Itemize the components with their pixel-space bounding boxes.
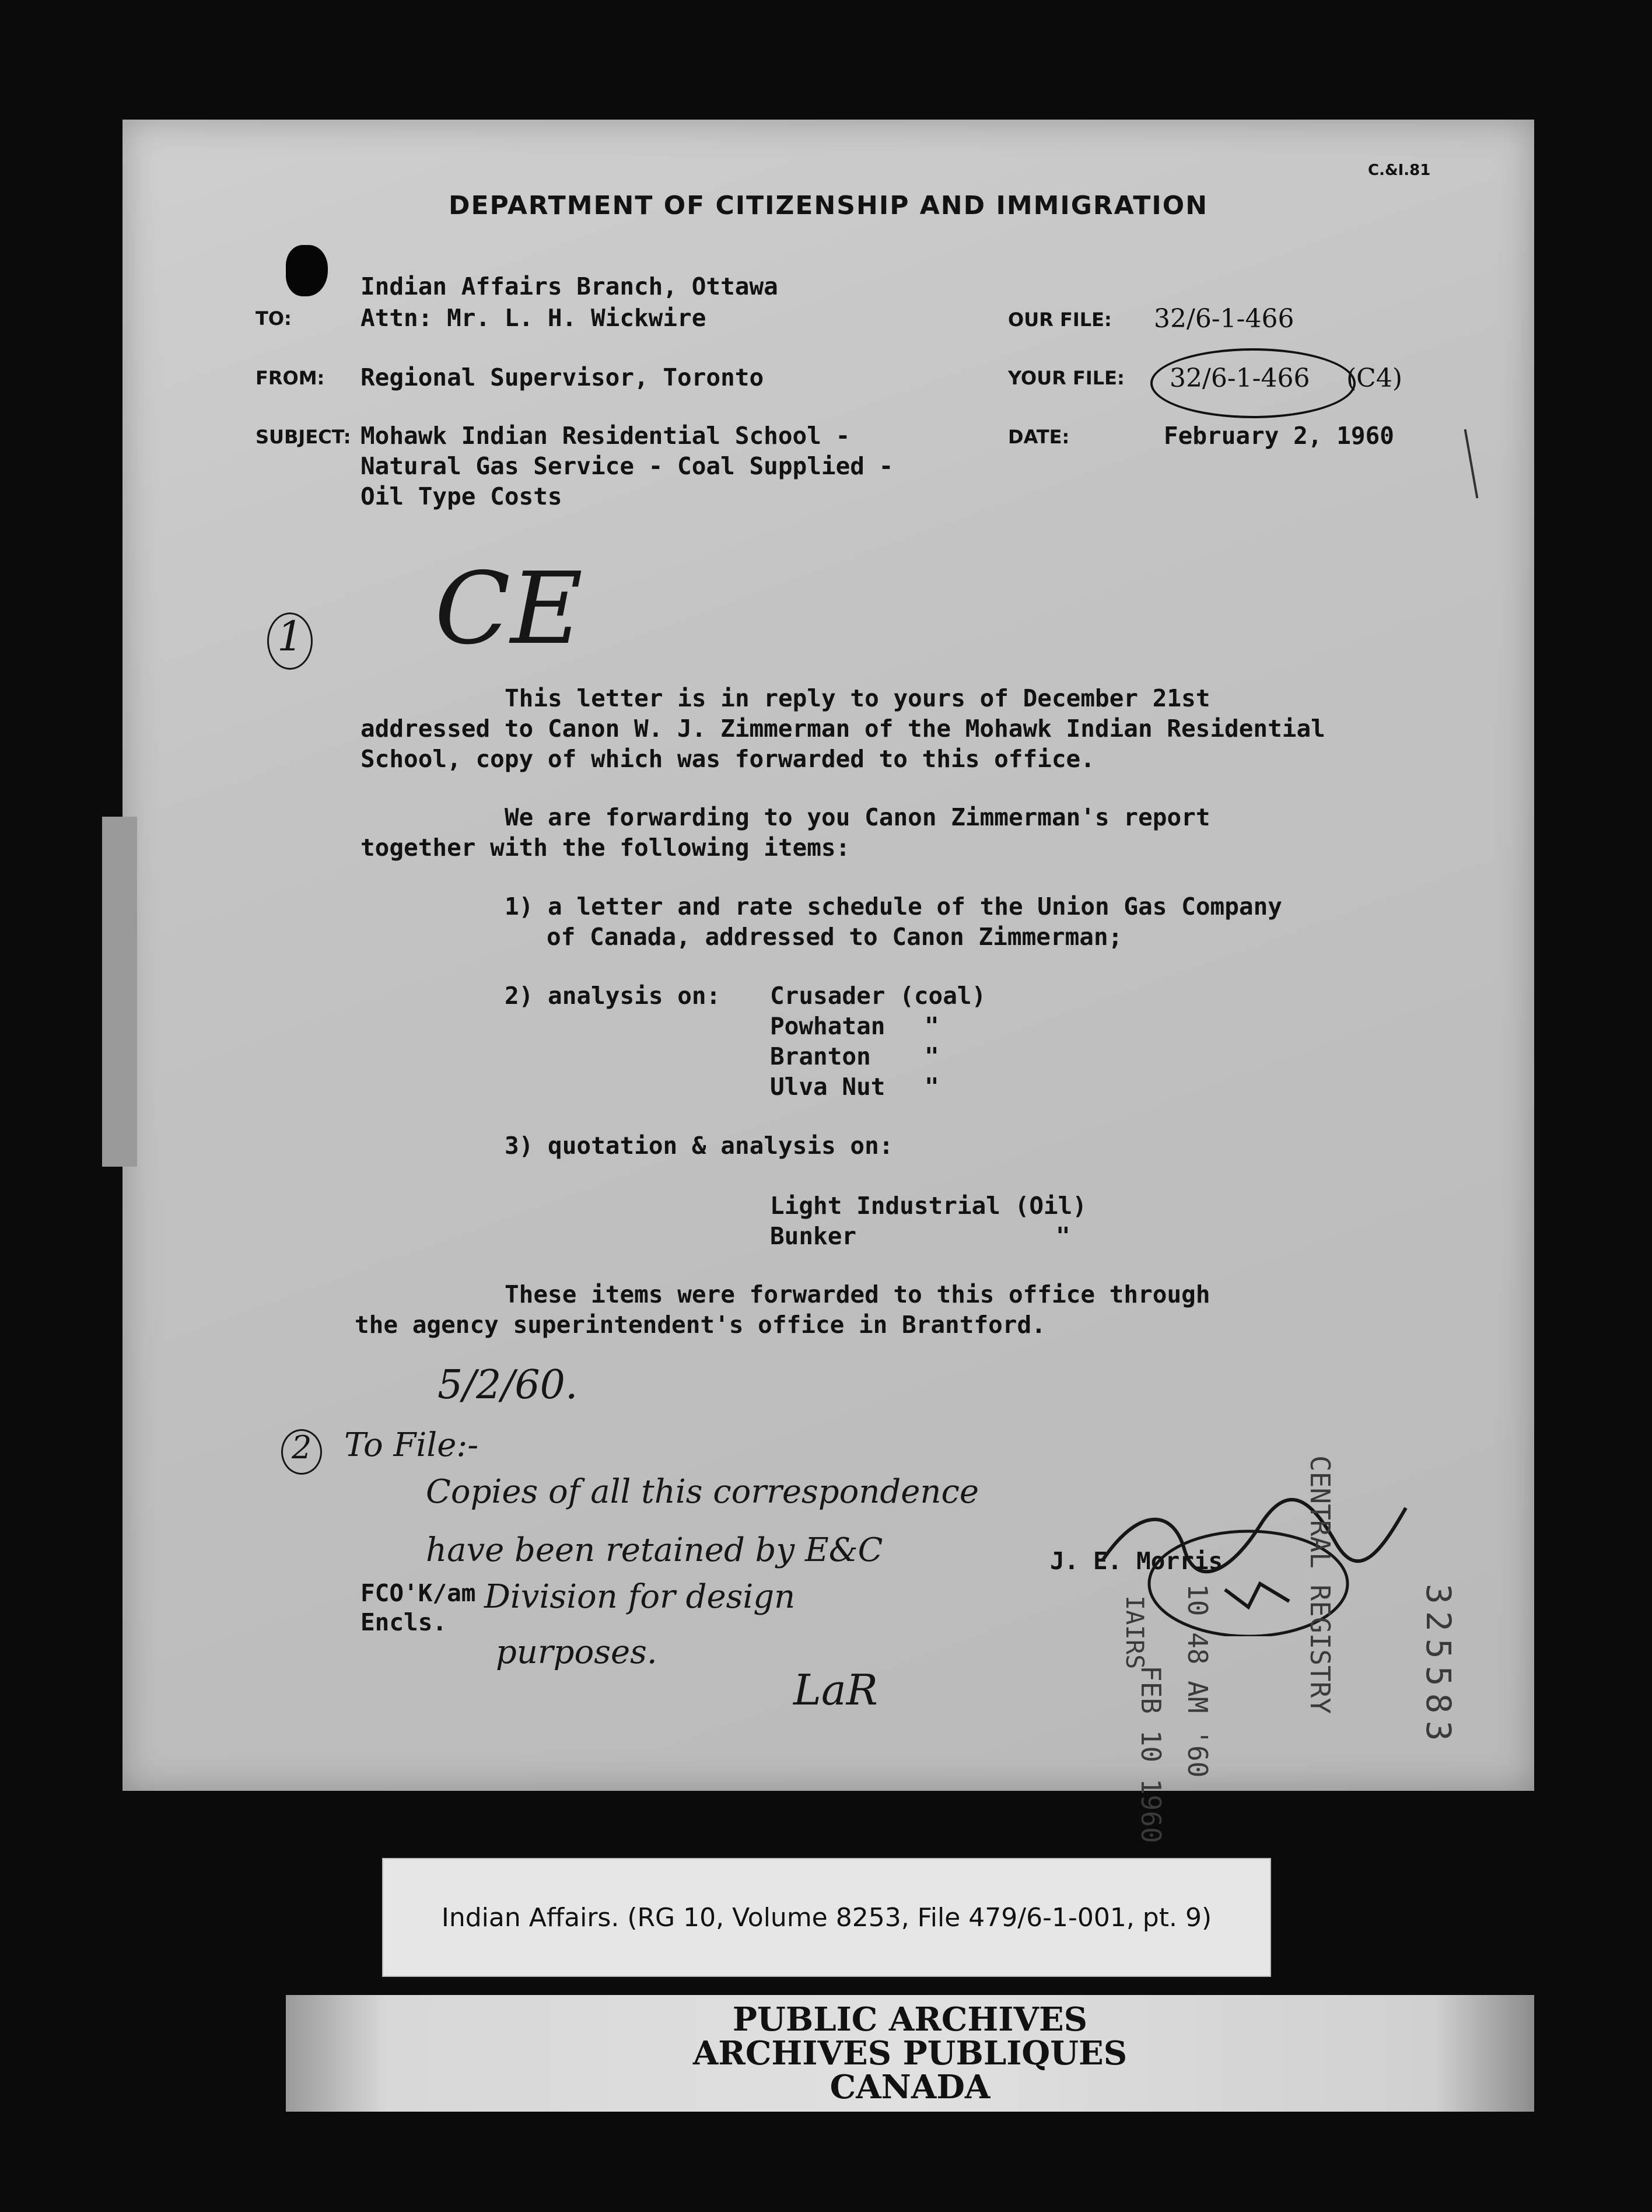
item3-lead: 3) quotation & analysis on: [505,1132,894,1160]
to-line-2: Attn: Mr. L. H. Wickwire [360,304,706,332]
your-file-value: 32/6-1-466 [1170,363,1310,393]
page-fold [102,817,137,1167]
department-heading: DEPARTMENT OF CITIZENSHIP AND IMMIGRATION [448,191,1209,220]
handwritten-line-5: purposes. [496,1633,657,1671]
item2-coal-1: Crusader (coal) [770,982,986,1010]
archive-reference-text: Indian Affairs. (RG 10, Volume 8253, File 479/6-1-001, pt. 9) [441,1902,1212,1933]
margin-mark [1464,429,1479,499]
stamp-received-time: 10 48 AM '60 [1182,1584,1213,1778]
para3-line-1: These items were forwarded to this office through [505,1280,1210,1308]
item3-oil-2: Bunker [770,1222,857,1250]
from-label: FROM: [256,367,325,389]
to-label: TO: [256,307,292,330]
enclosures-label: Encls. [360,1608,447,1636]
circle-mark-1 [267,612,313,670]
item2-lead: 2) analysis on: [505,982,721,1010]
item3-oil-1: Light Industrial (Oil) [770,1192,1087,1220]
archive-line-1: PUBLIC ARCHIVES [732,2000,1088,2039]
handwritten-line-2: Copies of all this correspondence [426,1473,979,1511]
para1-line-1: This letter is in reply to yours of December 21st [505,684,1210,712]
item1-line-1: 1) a letter and rate schedule of the Union Gas Company [505,892,1282,921]
para3-line-2: the agency superintendent's office in Brantford. [355,1311,1046,1339]
to-line-1: Indian Affairs Branch, Ottawa [360,272,778,300]
from-value: Regional Supervisor, Toronto [360,363,764,391]
para2-line-1: We are forwarding to you Canon Zimmerman's report [505,803,1210,831]
our-file-label: OUR FILE: [1008,309,1112,331]
signatory-name: J. E. Morris [1050,1547,1223,1575]
para1-line-3: School, copy of which was forwarded to this office. [360,745,1095,773]
stamp-central-registry: CENTRAL REGISTRY [1304,1455,1336,1714]
handwritten-date: 5/2/60. [438,1362,578,1408]
item2-coal-4: Ulva Nut [770,1073,886,1101]
date-label: DATE: [1008,426,1070,448]
para2-line-2: together with the following items: [360,834,850,862]
handwritten-circled-number-1: 1 [277,612,303,660]
stamp-registry-number: 325583 [1419,1584,1458,1748]
your-file-suffix: (C4) [1346,363,1402,393]
archive-line-2: ARCHIVES PUBLIQUES [692,2034,1128,2073]
item2-ditto-3: " [925,1042,939,1070]
date-value: February 2, 1960 [1164,422,1394,450]
memo-sheet [123,120,1534,1843]
subject-line-1: Mohawk Indian Residential School - [360,422,850,450]
your-file-label: YOUR FILE: [1008,367,1125,389]
reference-initials: FCO'K/am [360,1579,476,1607]
form-code: C.&I.81 [1368,162,1431,179]
subject-line-3: Oil Type Costs [360,482,562,510]
punch-hole [286,245,328,296]
item2-coal-2: Powhatan [770,1012,886,1040]
item2-ditto-4: " [925,1073,939,1101]
item2-coal-3: Branton [770,1042,871,1070]
stamp-received-branch: IAIRS [1121,1595,1149,1670]
our-file-value: 32/6-1-466 [1154,304,1294,334]
subject-label: SUBJECT: [256,426,351,448]
item2-ditto-2: " [925,1012,939,1040]
archive-stamp-bar [286,1995,1534,2112]
item3-ditto-2: " [1056,1222,1070,1250]
archive-reference-label [382,1858,1271,1977]
subject-line-2: Natural Gas Service - Coal Supplied - [360,452,894,480]
stamp-received-date: FEB 10 1960 [1135,1665,1167,1843]
handwritten-line-1: To File:- [344,1426,479,1464]
archive-line-3: CANADA [830,2068,991,2106]
handwritten-line-4: Division for design [484,1578,796,1616]
para1-line-2: addressed to Canon W. J. Zimmerman of the Mohawk Indian Residential [360,715,1325,743]
item1-line-2: of Canada, addressed to Canon Zimmerman; [547,923,1123,951]
handwritten-number-2: 2 [292,1429,312,1466]
handwritten-initials-ce: CE [435,551,583,667]
handwritten-initials-lar: LaR [793,1665,878,1714]
handwritten-line-3: have been retained by E&C [426,1531,883,1569]
